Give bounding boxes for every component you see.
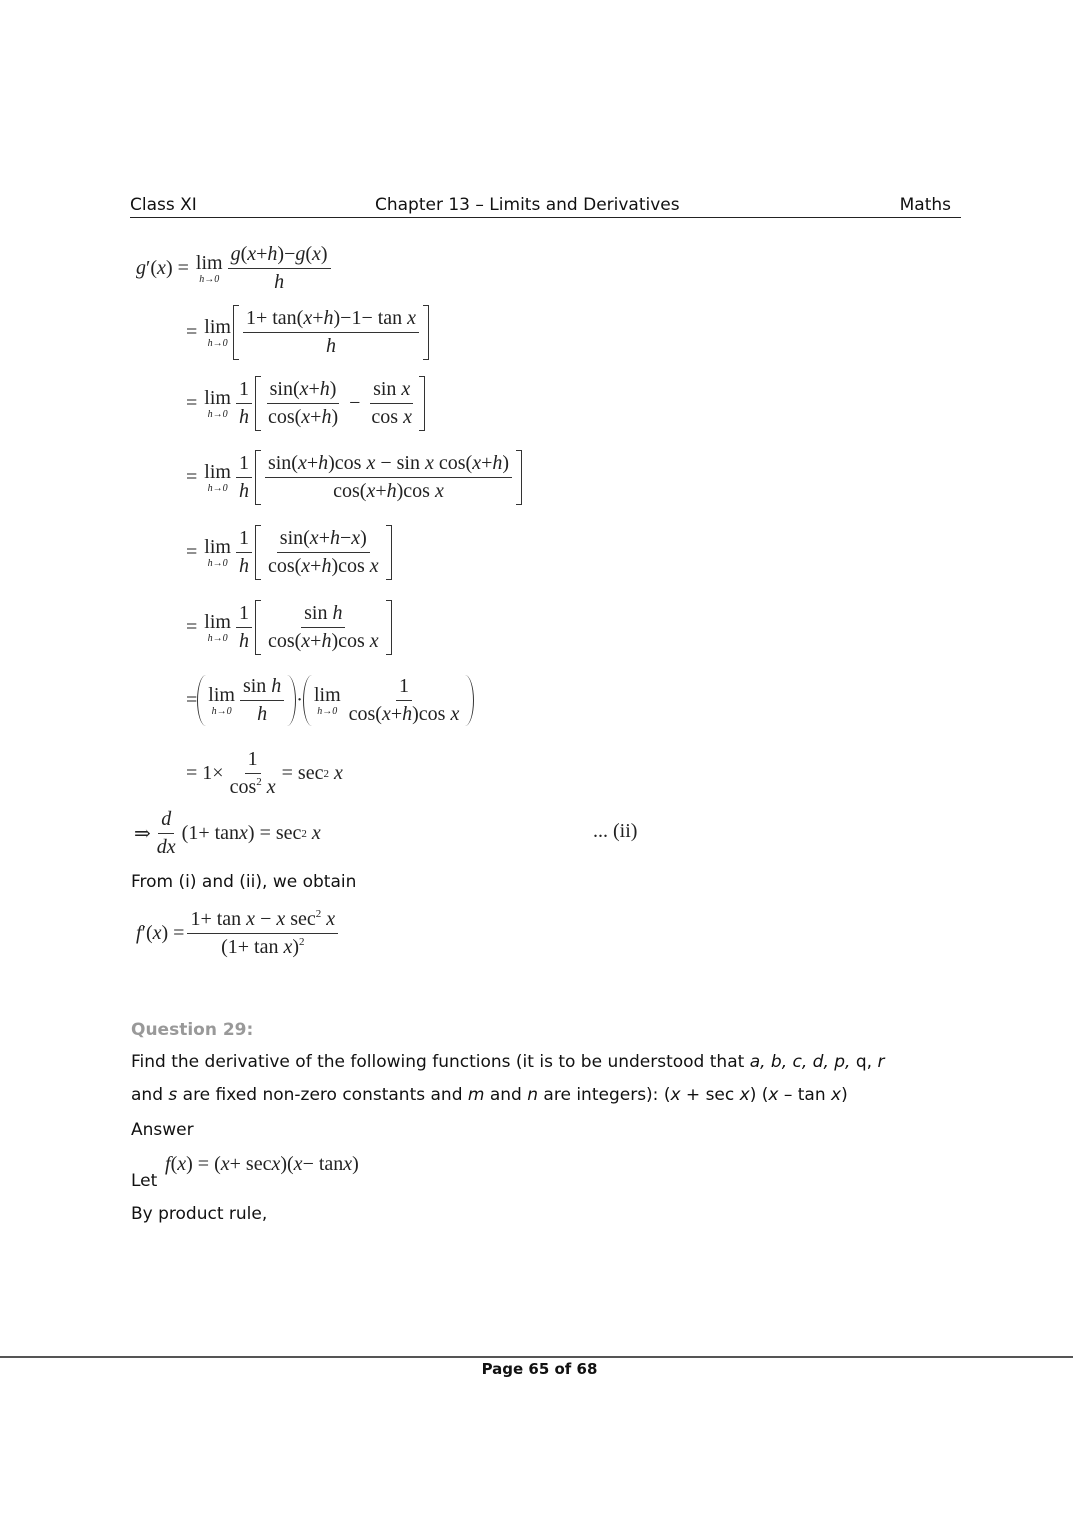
chapter-title: Chapter 13 – Limits and Derivatives	[375, 195, 680, 215]
page-header	[130, 195, 961, 218]
question-vars: a, b, c, d, p,	[749, 1052, 851, 1072]
derivation-line-8: = 1× $\frac{1}{\cos^2 x}$ = sec 2 x	[186, 748, 343, 798]
question-text-2b: are fixed non-zero constants and	[177, 1085, 468, 1105]
footer-divider	[0, 1356, 1073, 1358]
derivation-line-2: = lim h→0 $\frac{\text{1+ tan(x+h)−1− tan x}}{h}$	[186, 305, 429, 360]
question-text-2d: are integers): (	[538, 1085, 671, 1105]
let-label: Let	[131, 1171, 158, 1191]
from-text: From (i) and (ii), we obtain	[131, 872, 357, 892]
question-var-n: n	[527, 1085, 539, 1105]
question-text: Find the derivative of the following functions (it is to be understood that	[131, 1052, 750, 1072]
question-expression: x + sec x) (x – tan x)	[670, 1085, 848, 1105]
question-var-r: r	[877, 1052, 885, 1072]
derivation-line-4: = lim h→0 $\frac{1}{h}$ $\frac{\text{sin(x+h)cos x − sin x cos(x+h)}}{\text{cos(x+h)cos x}}$	[186, 450, 522, 505]
let-formula: f ( x ) = ( x + sec x )( x − tan x )	[165, 1153, 359, 1175]
question-text-2c: and	[484, 1085, 528, 1105]
question-text-q: q,	[850, 1052, 878, 1072]
product-rule-text: By product rule,	[131, 1204, 268, 1224]
question-text-2a: and	[131, 1085, 169, 1105]
derivation-line-9: ⇒ $\frac{d}{dx}$ (1+ tan x ) = sec 2 x	[134, 808, 321, 858]
question-body	[131, 1046, 961, 1112]
question-var-m: m	[467, 1085, 485, 1105]
answer-label: Answer	[131, 1120, 194, 1140]
class-label: Class XI	[130, 195, 197, 215]
page-number: Page 65 of 68	[481, 1360, 598, 1378]
derivation-line-3: = lim h→0 $\frac{1}{h}$ $\frac{\sin(x+h)}{\cos(x+h)}$ − $\frac{\text{sin x}}{\text{cos x}}$	[186, 376, 425, 431]
result-formula: f ′( x ) = $\frac{1+ \tan x - x \sec^2 x}{(1+ \tan x)^2}$	[136, 908, 341, 959]
derivation-line-5: = lim h→0 $\frac{1}{h}$ $\frac{\sin(x+h-x)}{\text{cos(x+h)cos x}}$	[186, 525, 392, 580]
derivation-line-6: = lim h→0 $\frac{1}{h}$ $\frac{\text{sin h}}{\text{cos(x+h)cos x}}$	[186, 600, 392, 655]
question-var-s: s	[168, 1085, 178, 1105]
subject-label: Maths	[899, 195, 951, 215]
question-title: Question 29:	[131, 1020, 254, 1040]
derivation-line-7: = lim h→0 $\frac{\text{sin h}}{h}$ · lim h→0 $\frac{1}{\text{cos(x+h)cos x}}$	[186, 675, 474, 726]
derivation-line-1: g ′( x ) = lim h→0 $\frac{g(x+h)-g(x)}{h}$	[136, 243, 334, 294]
equation-number: ... (ii)	[593, 820, 638, 842]
